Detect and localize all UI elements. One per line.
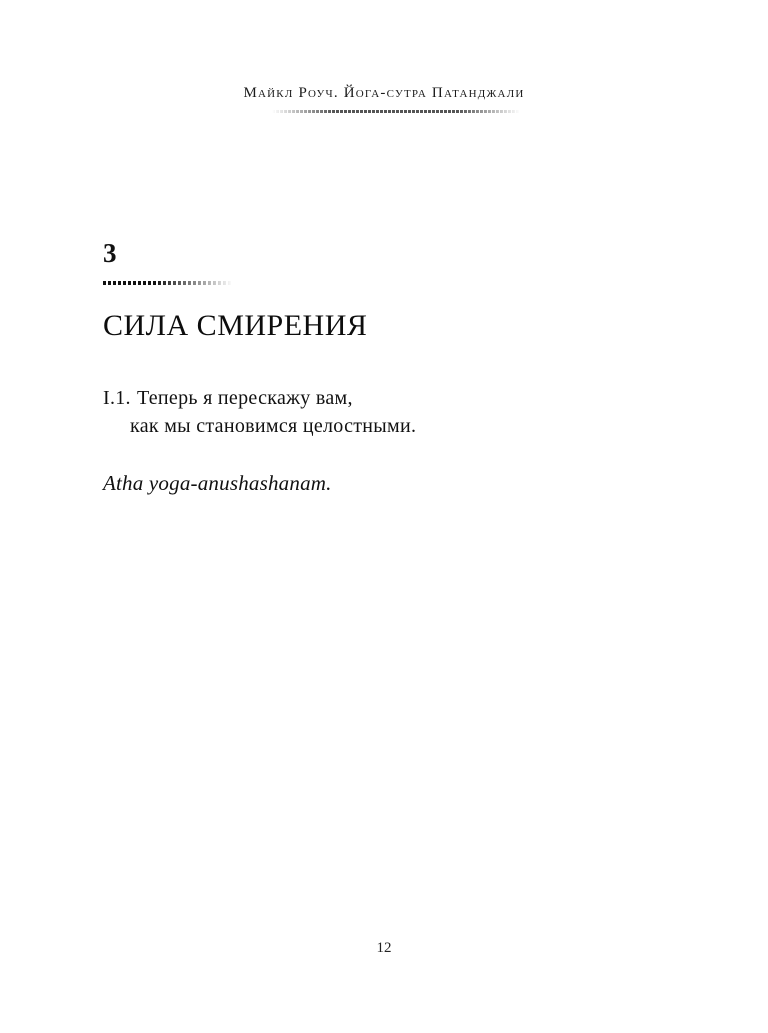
sutra-number: I.1. <box>103 387 131 409</box>
running-header <box>0 84 768 102</box>
sanskrit-text: Atha yoga-anushashanam. <box>103 471 332 495</box>
sutra-line-2: как мы становимся целостными. <box>130 415 417 437</box>
page-number: 12 <box>376 940 392 956</box>
chapter-title: СИЛА СМИРЕНИЯ <box>103 309 368 342</box>
sutra-block <box>103 384 416 440</box>
chapter-number: 3 <box>103 238 117 268</box>
chapter-dotted-rule <box>103 281 233 285</box>
header-dotted-rule <box>272 110 520 113</box>
running-header-title: Майкл Роуч. Йога-сутра Патанджали <box>243 85 525 101</box>
sutra-line-1: Теперь я перескажу вам, <box>137 387 353 409</box>
